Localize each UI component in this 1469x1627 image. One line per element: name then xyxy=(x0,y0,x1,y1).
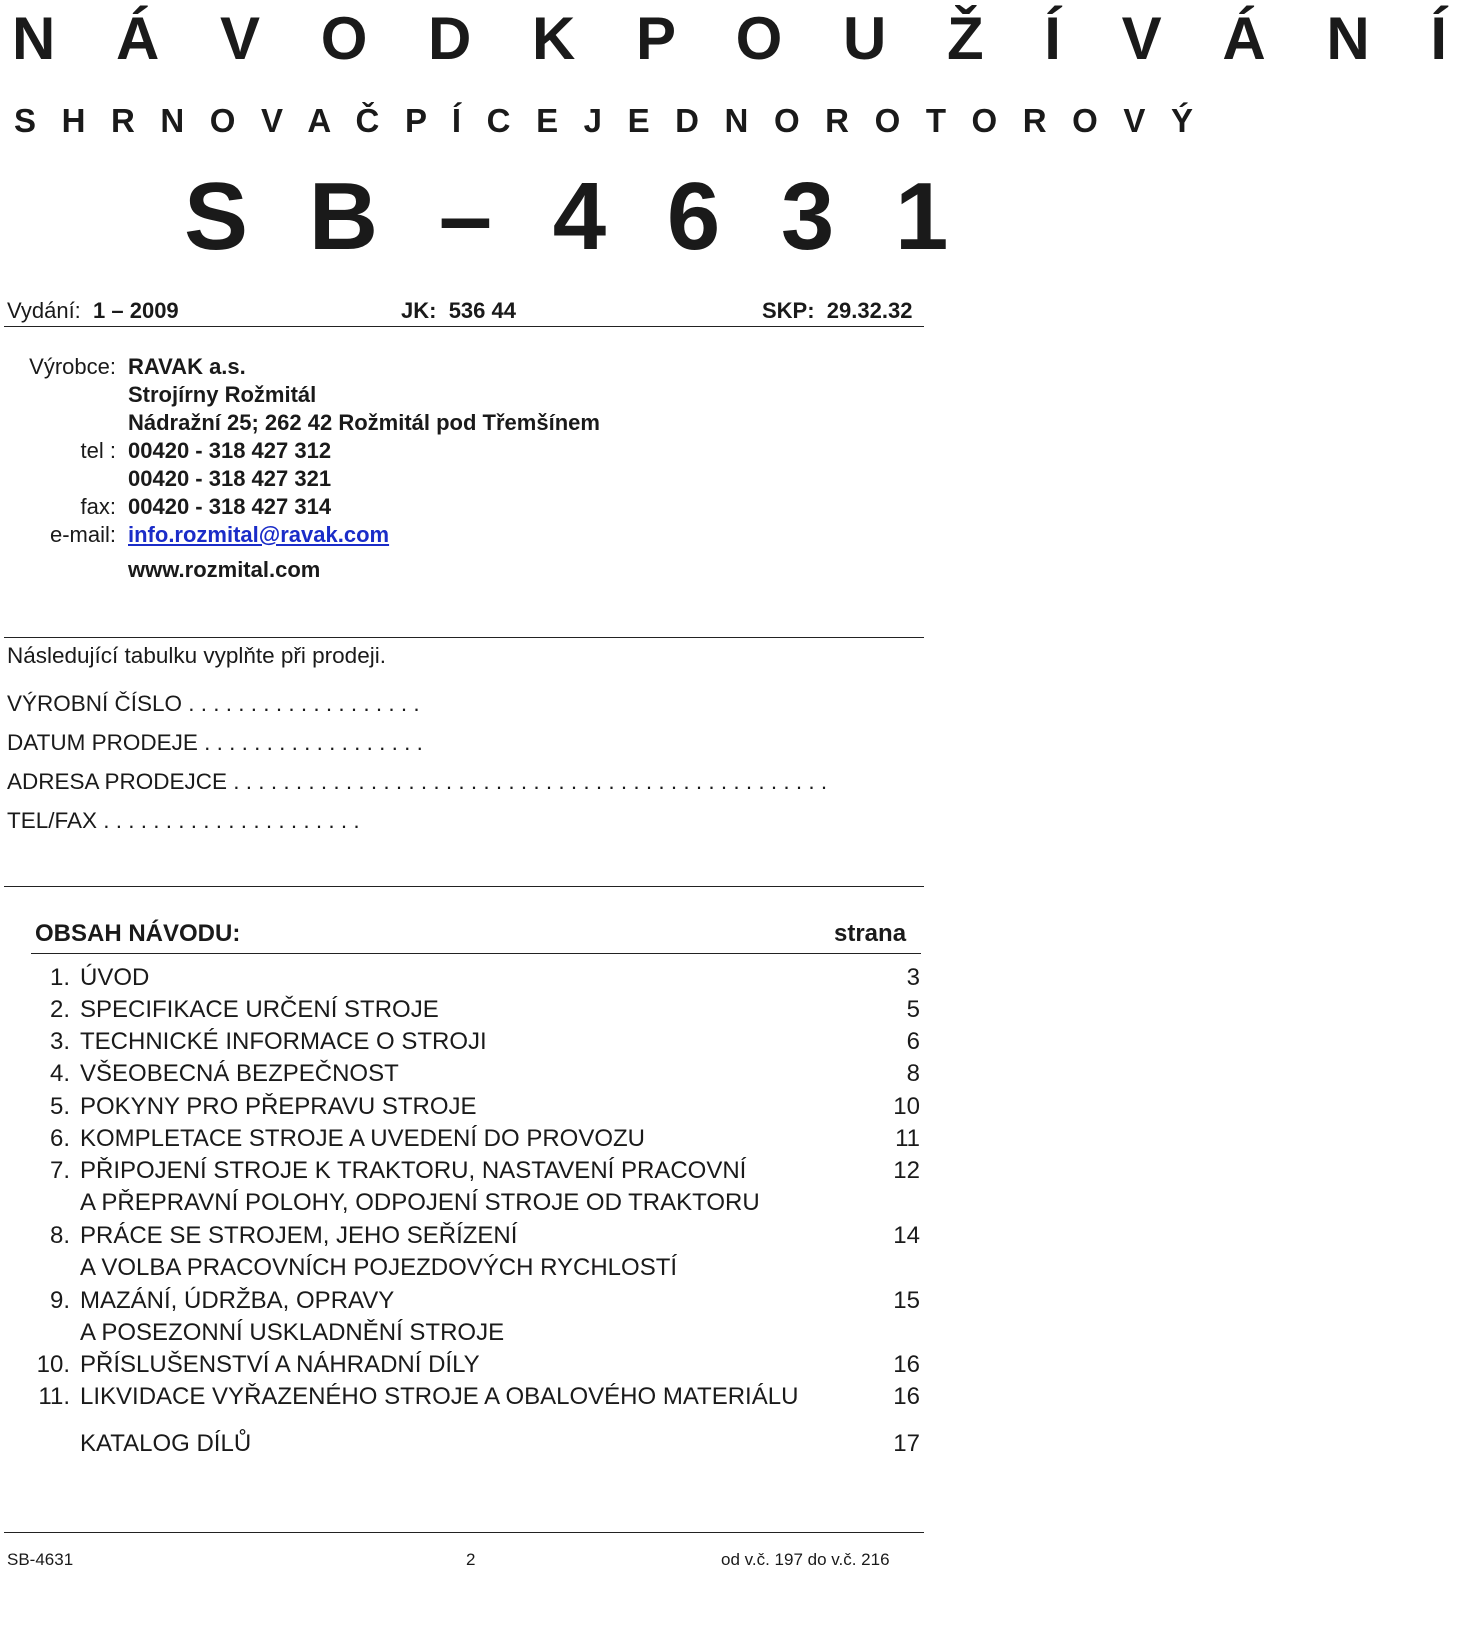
footer-divider xyxy=(4,1532,924,1533)
toc-number: 9. xyxy=(49,1287,70,1314)
toc-page: 12 xyxy=(893,1157,920,1184)
manufacturer-label: Výrobce: xyxy=(29,354,116,379)
toc-title-continued: A PŘEPRAVNÍ POLOHY, ODPOJENÍ STROJE OD TRAKTORU xyxy=(80,1189,760,1216)
toc-heading: OBSAH NÁVODU: xyxy=(35,920,241,947)
toc-title: TECHNICKÉ INFORMACE O STROJI xyxy=(80,1028,487,1055)
toc-title-continued: A VOLBA PRACOVNÍCH POJEZDOVÝCH RYCHLOSTÍ xyxy=(80,1254,678,1281)
document-title: N Á V O D K P O U Ž Í V Á N Í xyxy=(12,5,1469,72)
seller-tel-field: TEL/FAX . . . . . . . . . . . . . . . . . . . . . xyxy=(7,808,360,833)
toc-title: ÚVOD xyxy=(80,964,150,991)
footer-doc-id: SB-4631 xyxy=(7,1550,74,1569)
toc-page: 5 xyxy=(906,996,920,1023)
toc-number: 7. xyxy=(49,1157,70,1184)
toc-title: PŘIPOJENÍ STROJE K TRAKTORU, NASTAVENÍ PRACOVNÍ xyxy=(80,1157,747,1184)
serial-number-field: VÝROBNÍ ČÍSLO . . . . . . . . . . . . . . . . . . . xyxy=(7,691,420,716)
toc-number: 10. xyxy=(36,1351,70,1378)
edition: Vydání: 1 – 2009 xyxy=(7,298,179,323)
toc-number: 4. xyxy=(49,1060,70,1087)
sale-form-intro: Následující tabulku vyplňte při prodeji. xyxy=(7,643,386,668)
website: www.rozmital.com xyxy=(128,557,321,582)
footer-page-number: 2 xyxy=(466,1550,476,1569)
tel-1: 00420 - 318 427 312 xyxy=(128,438,332,463)
toc-title: SPECIFIKACE URČENÍ STROJE xyxy=(80,996,439,1023)
toc-title: LIKVIDACE VYŘAZENÉHO STROJE A OBALOVÉHO MATERIÁLU xyxy=(80,1383,799,1410)
divider xyxy=(4,326,924,327)
manufacturer-address: Nádražní 25; 262 42 Rožmitál pod Třemšínem xyxy=(128,410,600,435)
fax-label: fax: xyxy=(80,494,116,519)
divider xyxy=(31,953,921,954)
toc-page: 8 xyxy=(906,1060,920,1087)
toc-page: 3 xyxy=(906,964,920,991)
toc-title: PŘÍSLUŠENSTVÍ A NÁHRADNÍ DÍLY xyxy=(80,1351,480,1378)
toc-title: POKYNY PRO PŘEPRAVU STROJE xyxy=(80,1093,477,1120)
fax-number: 00420 - 318 427 314 xyxy=(128,494,332,519)
toc-title: PRÁCE SE STROJEM, JEHO SEŘÍZENÍ xyxy=(80,1222,518,1249)
toc-page: 15 xyxy=(893,1287,920,1314)
document-subtitle: S H R N O V A Č P Í C E J E D N O R O T O R O V Ý xyxy=(14,102,1202,139)
manufacturer-name: RAVAK a.s. xyxy=(128,354,246,379)
email-label: e-mail: xyxy=(49,522,116,547)
seller-address-field: ADRESA PRODEJCE . . . . . . . . . . . . . . . . . . . . . . . . . . . . . . . . . . . . . . . . . . . . . . . . xyxy=(7,769,828,794)
toc-page: 16 xyxy=(893,1351,920,1378)
toc-number: 3. xyxy=(49,1028,70,1055)
toc-page: 10 xyxy=(893,1093,920,1120)
toc-number: 5. xyxy=(49,1093,70,1120)
toc-number: 6. xyxy=(49,1125,70,1152)
toc-number: 2. xyxy=(49,996,70,1023)
toc-title-continued: A POSEZONNÍ USKLADNĚNÍ STROJE xyxy=(80,1319,505,1346)
divider xyxy=(4,886,924,887)
manufacturer-line2: Strojírny Rožmitál xyxy=(128,382,317,407)
toc-title: VŠEOBECNÁ BEZPEČNOST xyxy=(80,1060,399,1087)
jk-code: JK: 536 44 xyxy=(401,298,516,323)
toc-page: 6 xyxy=(906,1028,920,1055)
tel-2: 00420 - 318 427 321 xyxy=(128,466,332,491)
toc-page: 14 xyxy=(893,1222,920,1249)
toc-number: 8. xyxy=(49,1222,70,1249)
footer-serial-range: od v.č. 197 do v.č. 216 xyxy=(721,1550,890,1569)
toc-title: KOMPLETACE STROJE A UVEDENÍ DO PROVOZU xyxy=(80,1125,645,1152)
toc-title: MAZÁNÍ, ÚDRŽBA, OPRAVY xyxy=(80,1287,395,1314)
toc-number: 11. xyxy=(38,1383,70,1410)
divider xyxy=(4,637,924,638)
toc-number: 1. xyxy=(49,964,70,991)
skp-code: SKP: 29.32.32 xyxy=(762,298,913,323)
toc-page: 11 xyxy=(895,1125,920,1152)
email-link[interactable]: info.rozmital@ravak.com xyxy=(128,522,390,547)
sale-date-field: DATUM PRODEJE . . . . . . . . . . . . . . . . . . xyxy=(7,730,423,755)
tel-label: tel : xyxy=(80,438,116,463)
model-number: S B – 4 6 3 1 xyxy=(184,163,966,270)
toc-page: 16 xyxy=(893,1383,920,1410)
toc-page-heading: strana xyxy=(834,920,907,947)
toc-page: 17 xyxy=(893,1430,920,1457)
toc-title: KATALOG DÍLŮ xyxy=(80,1430,252,1457)
